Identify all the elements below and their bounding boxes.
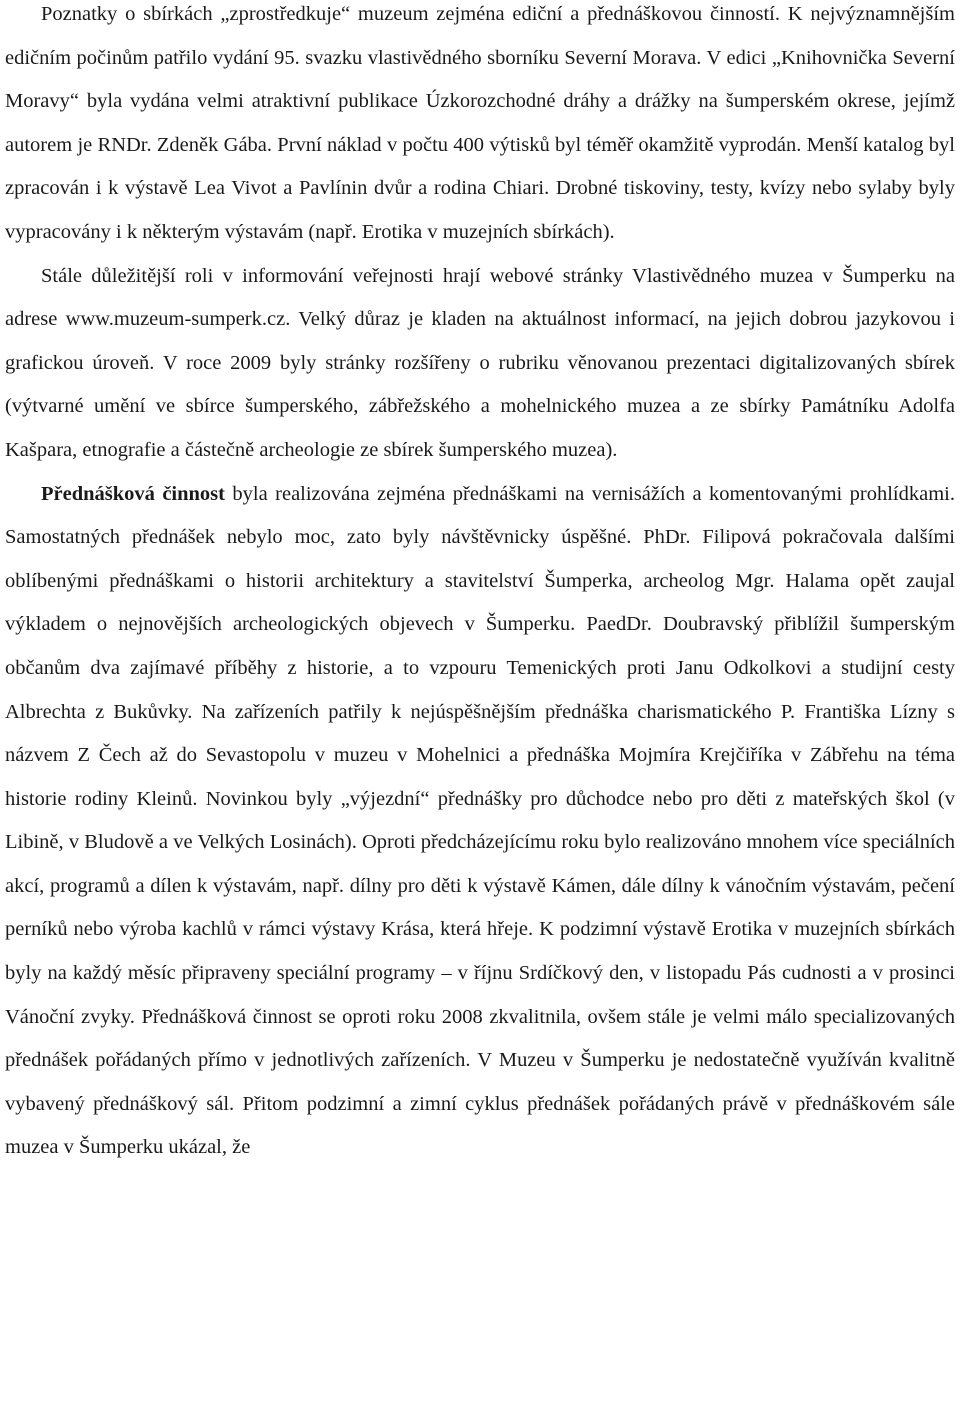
lectures-heading: Přednášková činnost	[41, 482, 225, 505]
document-page	[5, 0, 955, 1170]
paragraph-website: Stále důležitější roli v informování veřejnosti hrají webové stránky Vlastivědného muzea v Šumperku na adrese www.muzeum-sumperk.cz. Velký důraz je kladen na aktuálnost informací, na jejich dobrou jazykovou i grafickou úroveň. V roce 2009 byly stránky rozšířeny o rubriku věnovanou prezentaci digitalizovaných sbírek (výtvarné umění ve sbírce šumperského, zábřežského a mohelnického muzea a ze sbírky Památníku Adolfa Kašpara, etnografie a částečně archeologie ze sbírek šumperského muzea).	[5, 264, 955, 461]
paragraph-lectures	[5, 473, 955, 1171]
lectures-body: byla realizována zejména přednáškami na vernisážích a komentovanými prohlídkami. Samostatných přednášek nebylo moc, zato byly návštěvnicky úspěšné. PhDr. Filipová pokračovala dalšími oblíbenými přednáškami o historii architektury a stavitelství Šumperka, archeolog Mgr. Halama opět zaujal výkladem o nejnovějších archeologických objevech v Šumperku. PaedDr. Doubravský přiblížil šumperským občanům dva zajímavé příběhy z historie, a to vzpouru Temenických proti Janu Odkolkovi a studijní cesty Albrechta z Bukůvky. Na zařízeních patřily k nejúspěšnějším přednáška charismatického P. Františka Lízny s názvem Z Čech až do Sevastopolu v muzeu v Mohelnici a přednáška Mojmíra Krejčiříka v Zábřehu na téma historie rodiny Kleinů. Novinkou byly „výjezdní“ přednášky pro důchodce nebo pro děti z mateřských škol (v Libině, v Bludově a ve Velkých Losinách). Oproti předcházejícímu roku bylo realizováno mnohem více speciálních akcí, programů a dílen k výstavám, např. dílny pro děti k výstavě Kámen, dále dílny k vánočním výstavám, pečení perníků nebo výroba kachlů v rámci výstavy Krása, která hřeje. K podzimní výstavě Erotika v muzejních sbírkách byly na každý měsíc připraveny speciální programy – v říjnu Srdíčkový den, v listopadu Pás cudnosti a v prosinci Vánoční zvyky. Přednášková činnost se oproti roku 2008 zkvalitnila, ovšem stále je velmi málo specializovaných přednášek pořádaných přímo v jednotlivých zařízeních. V Muzeu v Šumperku je nedostatečně využíván kvalitně vybavený přednáškový sál. Přitom podzimní a zimní cyklus přednášek pořádaných právě v přednáškovém sále muzea v Šumperku ukázal, že	[5, 482, 955, 1159]
paragraph-publications: Poznatky o sbírkách „zprostředkuje“ muzeum zejména ediční a přednáškovou činností. K nejvýznamnějším edičním počinům patřilo vydání 95. svazku vlastivědného sborníku Severní Morava. V edici „Knihovnička Severní Moravy“ byla vydána velmi atraktivní publikace Úzkorozchodné dráhy a drážky na šumperském okrese, jejímž autorem je RNDr. Zdeněk Gába. První náklad v počtu 400 výtisků byl téměř okamžitě vyprodán. Menší katalog byl zpracován i k výstavě Lea Vivot a Pavlínin dvůr a rodina Chiari. Drobné tiskoviny, testy, kvízy nebo sylaby byly vypracovány i k některým výstavám (např. Erotika v muzejních sbírkách).	[5, 3, 955, 243]
